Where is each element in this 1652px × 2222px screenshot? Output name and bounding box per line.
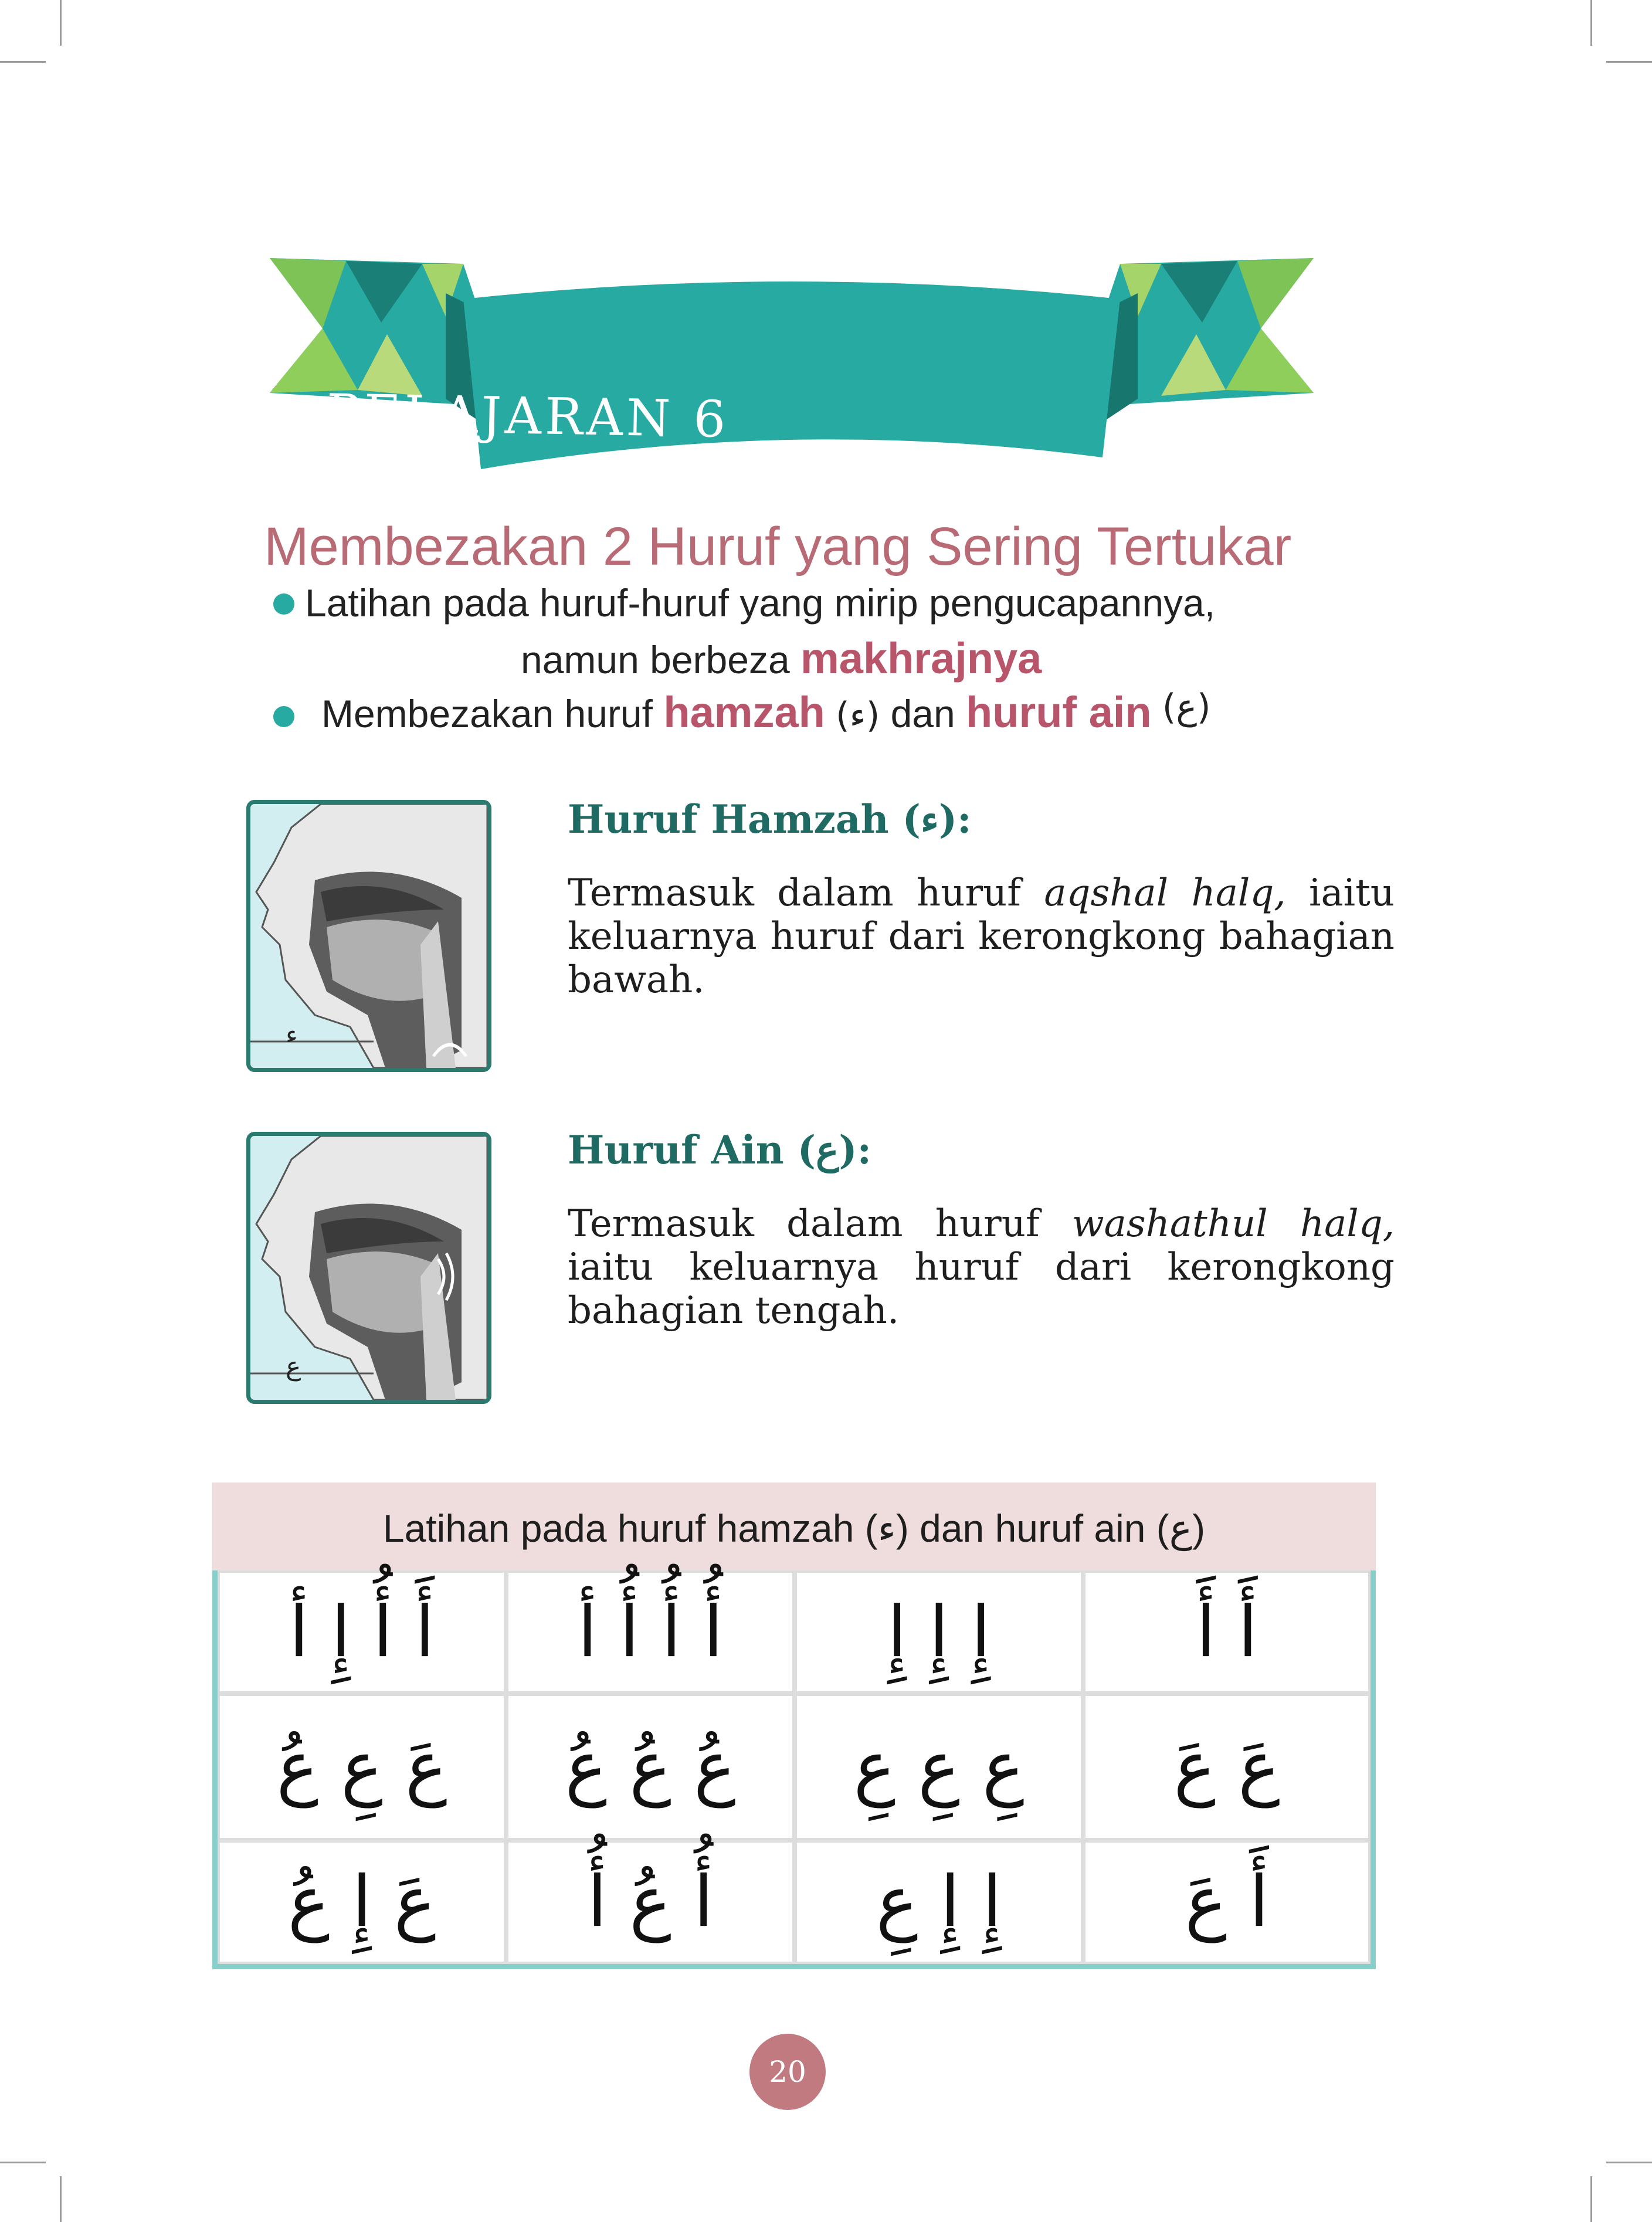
ain-title: Huruf Ain (ع):	[568, 1127, 871, 1173]
hamzah-throat-illustration	[246, 800, 491, 1072]
exercise-cell: أَ أُ إِ أ	[218, 1570, 506, 1694]
bullet-dot	[273, 593, 294, 615]
exercise-cell: أُ عُ أُ	[506, 1840, 795, 1964]
page-number: 20	[749, 2034, 826, 2110]
crop-mark	[1606, 61, 1652, 63]
bullet-dot	[273, 706, 294, 727]
crop-mark	[0, 2162, 46, 2163]
exercise-grid	[212, 1570, 1376, 1969]
exercise-header-text: Latihan pada huruf hamzah (ء) dan huruf ain (ع)	[382, 1507, 1206, 1550]
ain-text-before: Termasuk dalam huruf	[568, 1202, 1072, 1246]
ain-term: huruf ain	[966, 688, 1152, 737]
exercise-cell: عُ عُ عُ	[506, 1694, 795, 1840]
exercise-cell: عَ إِ عُ	[218, 1840, 506, 1964]
hamzah-term: hamzah	[663, 688, 825, 737]
ain-throat-illustration	[246, 1132, 491, 1404]
ribbon-banner	[270, 246, 1314, 498]
hamzah-term-italic: aqshal halq,	[1044, 871, 1286, 915]
hamzah-text-after: iaitu keluarnya huruf dari kerongkong bahagian bawah.	[568, 871, 1395, 1002]
bullet-1-text: Latihan pada huruf-huruf yang mirip pengucapannya,	[305, 581, 1216, 625]
crop-mark	[60, 0, 62, 46]
makhraj-term: makhrajnya	[800, 634, 1042, 683]
bullet-1-line-2	[521, 633, 1042, 683]
exercise-cell: أَ عَ	[1083, 1840, 1371, 1964]
page-title: Membezakan 2 Huruf yang Sering Tertukar	[264, 517, 1292, 576]
exercise-cell: عَ عَ	[1083, 1694, 1371, 1840]
illustration-letter: ع	[286, 1352, 301, 1382]
ain-description	[568, 1202, 1395, 1332]
bullet-2	[321, 687, 1211, 737]
exercise-cell: إِ إِ إِ	[795, 1570, 1083, 1694]
crop-mark	[0, 61, 46, 63]
bullet-2-prefix: Membezakan huruf	[321, 692, 664, 735]
exercise-header	[212, 1483, 1376, 1570]
lesson-title: PELAJARAN 6	[325, 384, 730, 449]
exercise-cell: عَ عِ عُ	[218, 1694, 506, 1840]
crop-mark	[1590, 2176, 1592, 2222]
hamzah-glyph: (ء)	[836, 695, 880, 736]
ain-term-italic: washathul halq,	[1071, 1202, 1395, 1246]
crop-mark	[60, 2176, 62, 2222]
crop-mark	[1590, 0, 1592, 46]
ain-glyph: (ع)	[1162, 687, 1211, 728]
exercise-cell: أَ أَ	[1083, 1570, 1371, 1694]
illustration-letter: ء	[286, 1020, 298, 1050]
bullet-1-line-1	[305, 581, 1215, 625]
exercise-cell: أُ أُ أُ أ	[506, 1570, 795, 1694]
hamzah-text-before: Termasuk dalam huruf	[568, 871, 1044, 915]
bullet-1-prefix: namun berbeza	[521, 638, 800, 681]
hamzah-description	[568, 871, 1395, 1002]
hamzah-title: Huruf Hamzah (ء):	[568, 796, 972, 842]
crop-mark	[1606, 2162, 1652, 2163]
ain-text-after: iaitu keluarnya huruf dari kerongkong bahagian tengah.	[568, 1246, 1395, 1332]
exercise-cell: عِ عِ عِ	[795, 1694, 1083, 1840]
exercise-cell: إِ إِ عِ	[795, 1840, 1083, 1964]
bullet-2-middle: dan	[880, 692, 966, 735]
